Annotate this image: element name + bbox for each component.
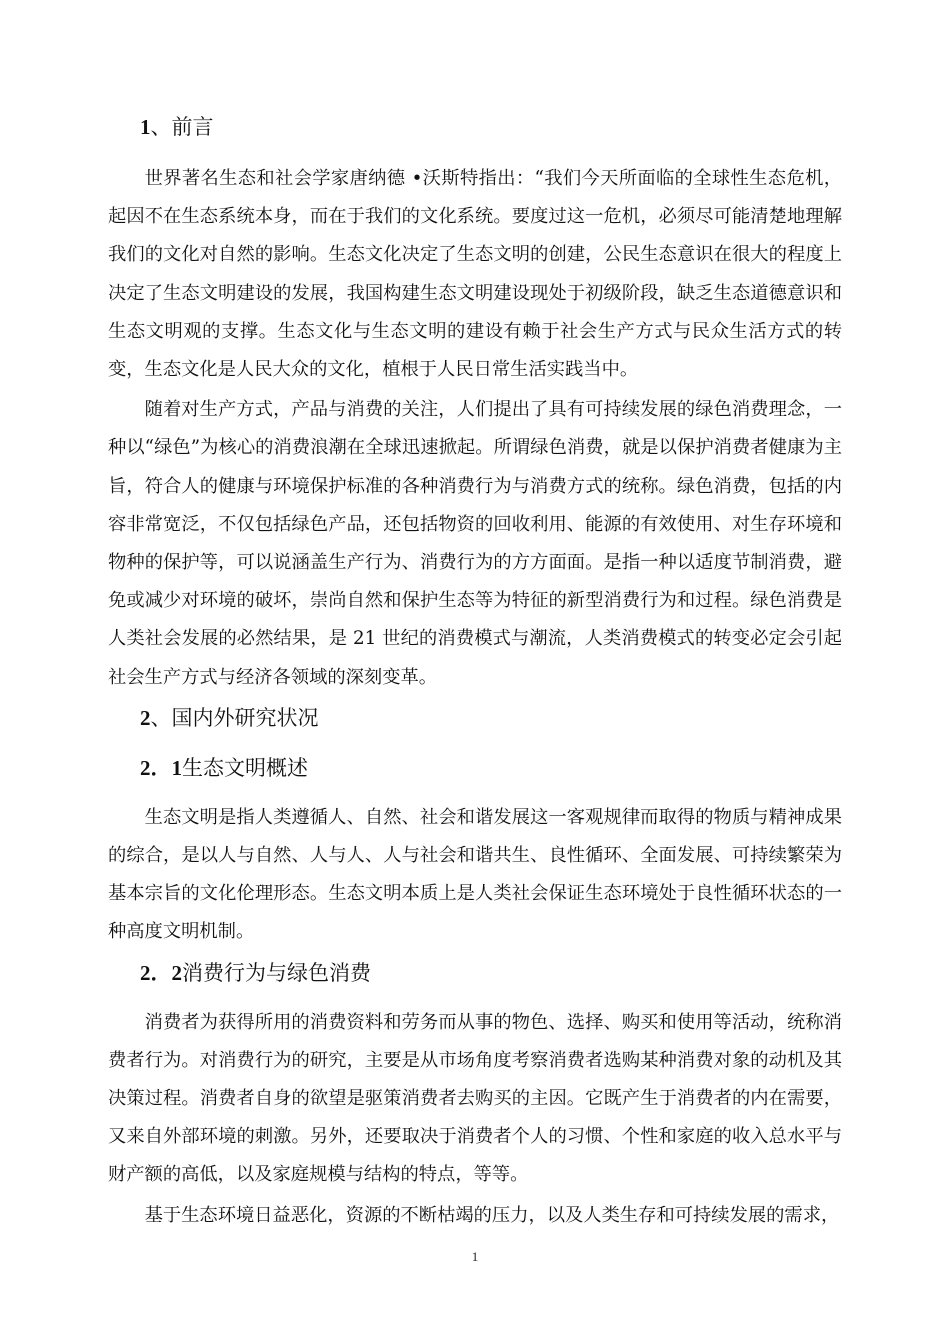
heading-text: 消费行为与绿色消费 xyxy=(182,960,371,985)
subsection-heading-eco-civilization xyxy=(140,749,842,787)
heading-text: 、国内外研究状况 xyxy=(150,705,319,730)
paragraph: 消费者为获得所用的消费资料和劳务而从事的物色、选择、购买和使用等活动，统称消费者行为。对消费行为的研究，主要是从市场角度考察消费者选购某种消费对象的动机及其决策过程。消费者自身的欲望是驱策消费者去购买的主因。它既产生于消费者的内在需要，又来自外部环境的刺激。另外，还要取决于消费者个人的习惯、个性和家庭的收入总水平与财产额的高低，以及家庭规模与结构的特点，等等。 xyxy=(108,1011,842,1186)
paragraph: 基于生态环境日益恶化，资源的不断枯竭的压力，以及人类生存和可持续发展的需求， xyxy=(144,1204,840,1226)
section-heading-preface xyxy=(140,112,842,142)
page-number: 1 xyxy=(471,1249,479,1264)
paragraph: 随着对生产方式，产品与消费的关注，人们提出了具有可持续发展的绿色消费理念，一种以“绿色”为核心的消费浪潮在全球迅速掀起。所谓绿色消费，就是以保护消费者健康为主旨，符合人的健康与环境保护标准的各种消费行为与消费方式的统称。绿色消费，包括的内容非常宽泛，不仅包括绿色产品，还包括物资的回收利用、能源的有效使用、对生存环境和物种的保护等，可以说涵盖生产行为、消费行为的方方面面。是指一种以适度节制消费，避免或减少对环境的破坏，崇尚自然和保护生态等为特征的新型消费行为和过程。绿色消费是人类社会发展的必然结果，是 21 世纪的消费模式与潮流，人类消费模式的转变必定会引起社会生产方式与经济各领域的深刻变革。 xyxy=(108,399,842,688)
heading-text: 生态文明概述 xyxy=(182,755,308,780)
document-page xyxy=(108,112,842,1237)
subsection-heading-green-consumption xyxy=(140,954,842,992)
paragraph: 世界著名生态和社会学家唐纳德 •沃斯特指出：“我们今天所面临的全球性生态危机，起因不在生态系统本身，而在于我们的文化系统。要度过这一危机，必须尽可能清楚地理解我们的文化对自然的影响。生态文化决定了生态文明的创建，公民生态意识在很大的程度上决定了生态文明建设的发展，我国构建生态文明建设现处于初级阶段，缺乏生态道德意识和生态文明观的支撑。生态文化与生态文明的建设有赖于社会生产方式与民众生活方式的转变，生态文化是人民大众的文化，植根于人民日常生活实践当中。 xyxy=(108,168,842,381)
heading-number: 2 xyxy=(140,705,151,730)
section-heading-research-status xyxy=(140,699,842,737)
heading-number: 2．1 xyxy=(140,755,182,780)
heading-number: 1 xyxy=(140,115,151,139)
heading-number: 2．2 xyxy=(140,960,182,985)
paragraph: 生态文明是指人类遵循人、自然、社会和谐发展这一客观规律而取得的物质与精神成果的综合，是以人与自然、人与人、人与社会和谐共生、良性循环、全面发展、可持续繁荣为基本宗旨的文化伦理形态。生态文明本质上是人类社会保证生态环境处于良性循环状态的一种高度文明机制。 xyxy=(108,806,842,943)
heading-text: 、前言 xyxy=(150,115,214,139)
